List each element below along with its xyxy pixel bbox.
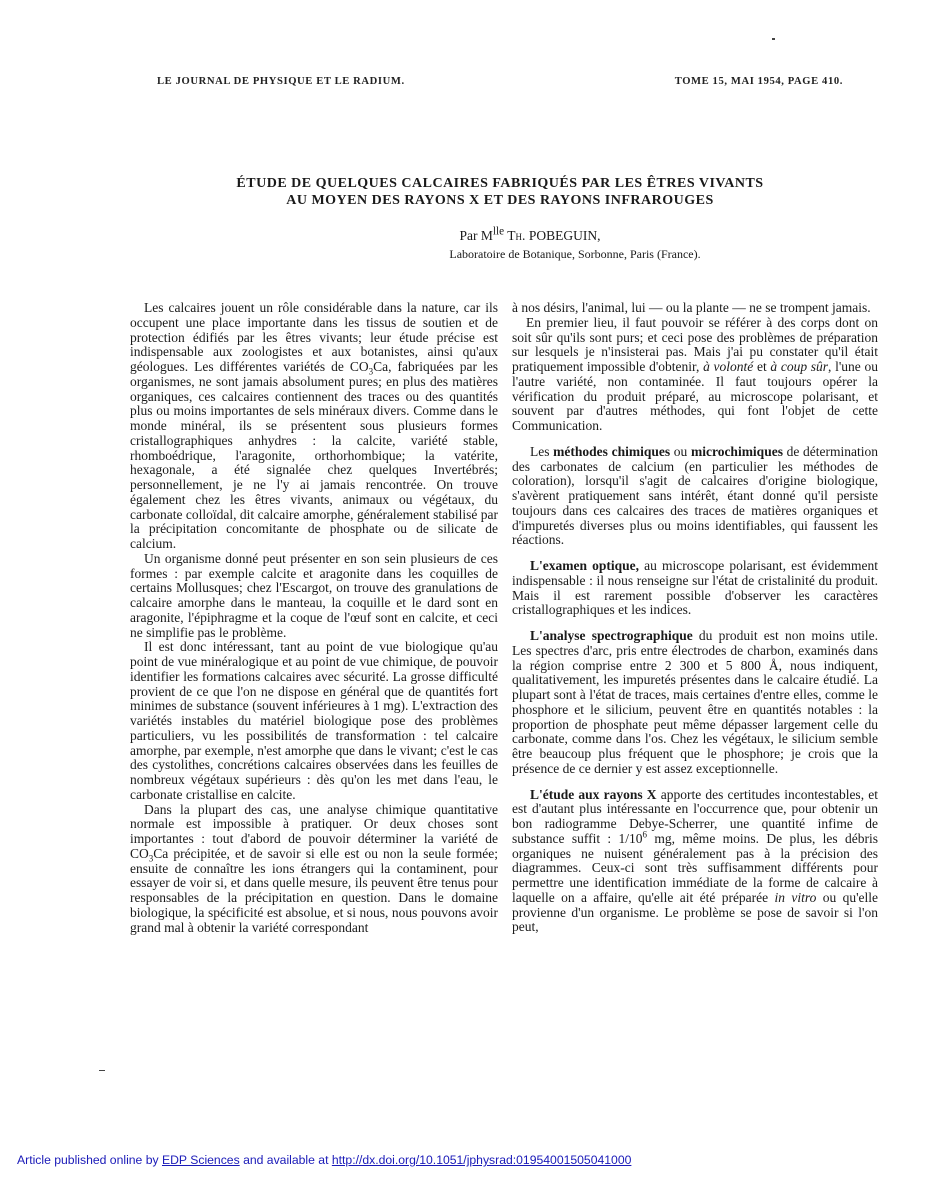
publisher-link[interactable]: EDP Sciences xyxy=(162,1153,240,1167)
title-line-2: AU MOYEN DES RAYONS X ET DES RAYONS INFRAROUGES xyxy=(286,192,714,208)
title-block xyxy=(150,176,850,262)
paragraph: Les méthodes chimiques ou microchimiques de détermination des carbonates de calcium (en particulier les méthodes de coloration), lorsqu'il s'agit de calcaires d'origine biologique, s'avèrent pratiquement sans intérêt, étant donné qu'il persiste toujours dans ces calcaires des traces de matières organiques et d'impuretés diverses plus ou moins identifiables, qui faussent les réactions. xyxy=(512,443,879,548)
byline-line xyxy=(150,223,850,244)
paragraph: L'examen optique, au microscope polarisant, est évidemment indispensable : il nous renseigne sur l'état de cristalinité du produit. Mais il est rarement possible d'observer les caractères cristallographiques et les indices. xyxy=(512,558,878,618)
paragraph: L'étude aux rayons X apporte des certitudes incontestables, et est d'autant plus intéressante en l'occurrence que, pour obtenir un bon radiogramme Debye-Scherrer, une quantité infime de substance suffit : $1/10^6$ mg, même moins. De plus, les débris organiques ne nuisent généralement pas à la précision des diagrammes. Ceux-ci sont très suffisamment différents pour permettre une identification immédiate de la forme de calcaire à laquelle on a affaire, qu'elle ait été préparée in vitro ou qu'elle provienne d'un organisme. Le problème se pose de savoir si l'on peut, xyxy=(512,786,879,935)
title-line-1: ÉTUDE DE QUELQUES CALCAIRES FABRIQUÉS PAR LES ÊTRES VIVANTS xyxy=(236,176,764,191)
right-column xyxy=(512,301,878,935)
publication-footer xyxy=(17,1153,917,1167)
journal-name: LE JOURNAL DE PHYSIQUE ET LE RADIUM. xyxy=(157,76,405,87)
left-column xyxy=(130,301,498,935)
paragraph: Un organisme donné peut présenter en son sein plusieurs de ces formes : par exemple calcite et aragonite dans les coquilles de certains Mollusques; chez l'Escargot, on trouve des granulations de calcaire amorphe dans le manteau, la coquille et le dard sont en aragonite, l'épiphragme et la coque de l'œuf sont en calcite, et ceci ne simplifie pas le problème. xyxy=(130,550,498,640)
footer-middle: and available at xyxy=(243,1153,329,1167)
 xyxy=(99,1070,105,1071)
footer-prefix: Article published online by xyxy=(17,1153,159,1167)
paragraph: L'analyse spectrographique du produit est non moins utile. Les spectres d'arc, pris entre électrodes de charbon, examinés dans la région comprise entre 2 300 et 5 800 Å, nous indiquent, qualitativement, les impuretés présentes dans le calcaire étudié. La plupart sont à l'état de traces, mais certaines d'entre elles, comme le phosphore et le silicium, peuvent être en quantités notables : la proportion de phosphate peut même dépasser largement celle du carbonate, comme dans l'os. Chez les végétaux, le silicium semble être beaucoup plus fréquent que le phosphore; je crois que la présence de ce dernier y est assez exceptionnelle. xyxy=(512,628,879,776)
doi-link[interactable]: http://dx.doi.org/10.1051/jphysrad:01954001505041000 xyxy=(331,1153,632,1167)
affiliation: Laboratoire de Botanique, Sorbonne, Paris (France). xyxy=(449,246,701,261)
paragraph: Dans la plupart des cas, une analyse chimique quantitative normale est impossible à pratiquer. Or deux choses sont importantes : tout d'abord de pouvoir déterminer la variété de $CO_3Ca$ précipitée, et de savoir si elle est ou non la seule formée; ensuite de connaître les ions étrangers qui la contaminent, pour essayer de voir si, et dans quelle mesure, ils peuvent être tenus pour responsables de la précipitation en question. Dans le domaine biologique, la spécificité est absolue, et si nous, nous pouvons avoir grand mal à obtenir la variété correspondant xyxy=(130,801,498,935)
paragraph: Il est donc intéressant, tant au point de vue biologique qu'au point de vue minéralogique et au point de vue chimique, de pouvoir identifier les formations calcaires avec sécurité. La grosse difficulté provient de ce que l'on ne dispose en général que de quantités fort minimes de substance (souvent inférieures à 1 mg). L'extraction des variétés instables du matériel biologique pose des problèmes particuliers, vu les possibilités de transformation : tel calcaire amorphe, par exemple, n'est amorphe que dans le vivant; c'est le cas des cystolithes, concrétions calcaires observées dans les feuilles de nombreux végétaux supérieurs : dès qu'on les met dans l'eau, le carbonate cristallise en calcite. xyxy=(130,639,498,802)
 xyxy=(772,38,775,40)
byline: Par $M^{lle}$ Th. POBEGUIN, xyxy=(459,225,601,243)
paragraph: Les calcaires jouent un rôle considérable dans la nature, car ils occupent une place importante dans les tissus de soutien et de protection édifiés par les êtres vivants; leur étude précise est indispensable aux zoologistes et aux botanistes, ainsi qu'aux géologues. Les différentes variétés de $CO_3Ca$, fabriquées par les organismes, ne sont jamais absolument pures; en plus des matières organiques, ces calcaires contiennent des traces ou des quantités plus ou moins importantes de sels minéraux divers. Comme dans le monde minéral, ils se présentent sous plusieurs formes cristallographiques anhydres : la calcite, variété stable, rhomboédrique, l'aragonite, orthorhombique; la vatérite, hexagonale, a été signalée chez quelques Invertébrés; personnellement, je ne l'y ai jamais rencontrée. On trouve également chez les êtres vivants, animaux ou végétaux, du carbonate colloïdal, dit calcaire amorphe, généralement stabilisé par la précipitation concomitante de phosphate ou de silicate de calcium. xyxy=(130,300,498,551)
issue-info: TOME 15, MAI 1954, PAGE 410. xyxy=(674,76,843,87)
running-header xyxy=(157,76,843,92)
paragraph: à nos désirs, l'animal, lui — ou la plante — ne se trompent jamais. xyxy=(512,300,871,315)
paragraph: En premier lieu, il faut pouvoir se référer à des corps dont on soit sûr qu'ils sont purs; et ceci pose des problèmes de préparation sur lesquels je n'insisterai pas. Mais j'ai pu constater qu'il était pratiquement impossible d'obtenir, à volonté et à coup sûr, l'une ou l'autre variété, non contaminée. Il faut toujours opérer la vérification du produit préparé, au microscope polarisant, et souvent par d'autres méthodes, qui font l'objet de cette Communication. xyxy=(512,314,878,433)
